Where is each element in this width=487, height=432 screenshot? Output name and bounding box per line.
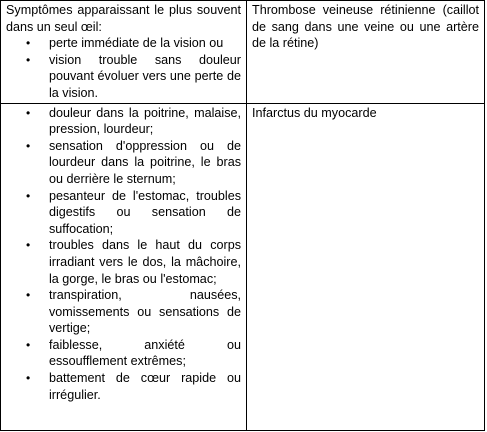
symptom-item: • vision trouble sans douleur pouvant évoluer vers une perte de la vision. [49, 52, 241, 102]
symptoms-cell [1, 103, 247, 430]
condition-cell [247, 1, 485, 104]
symptom-item: • sensation d'oppression ou de lourdeur dans la poitrine, le bras ou derrière le sternum; [49, 138, 241, 188]
symptoms-list [6, 105, 241, 404]
symptom-item: • troubles dans le haut du corps irradiant vers le dos, la mâchoire, la gorge, le bras ou l'estomac; [49, 237, 241, 287]
symptoms-intro: Symptômes apparaissant le plus souvent dans un seul œil: [6, 3, 241, 34]
symptoms-cell [1, 1, 247, 104]
table-row [1, 1, 485, 104]
symptom-item: • transpiration, nausées, vomissements ou sensations de vertige; [49, 287, 241, 337]
condition-cell [247, 103, 485, 430]
condition-name: Infarctus du myocarde [252, 105, 377, 120]
symptom-item: • douleur dans la poitrine, malaise, pression, lourdeur; [49, 105, 241, 138]
condition-name: Thrombose veineuse rétinienne (caillot de sang dans une veine ou une artère de la rétine) [252, 3, 479, 51]
symptoms-list [6, 35, 241, 101]
symptom-item: • faiblesse, anxiété ou essoufflement extrêmes; [49, 337, 241, 370]
symptom-item: • pesanteur de l'estomac, troubles digestifs ou sensation de suffocation; [49, 188, 241, 238]
table-row [1, 103, 485, 430]
symptom-item: • perte immédiate de la vision ou [49, 35, 241, 52]
symptom-item: • battement de cœur rapide ou irrégulier. [49, 370, 241, 403]
